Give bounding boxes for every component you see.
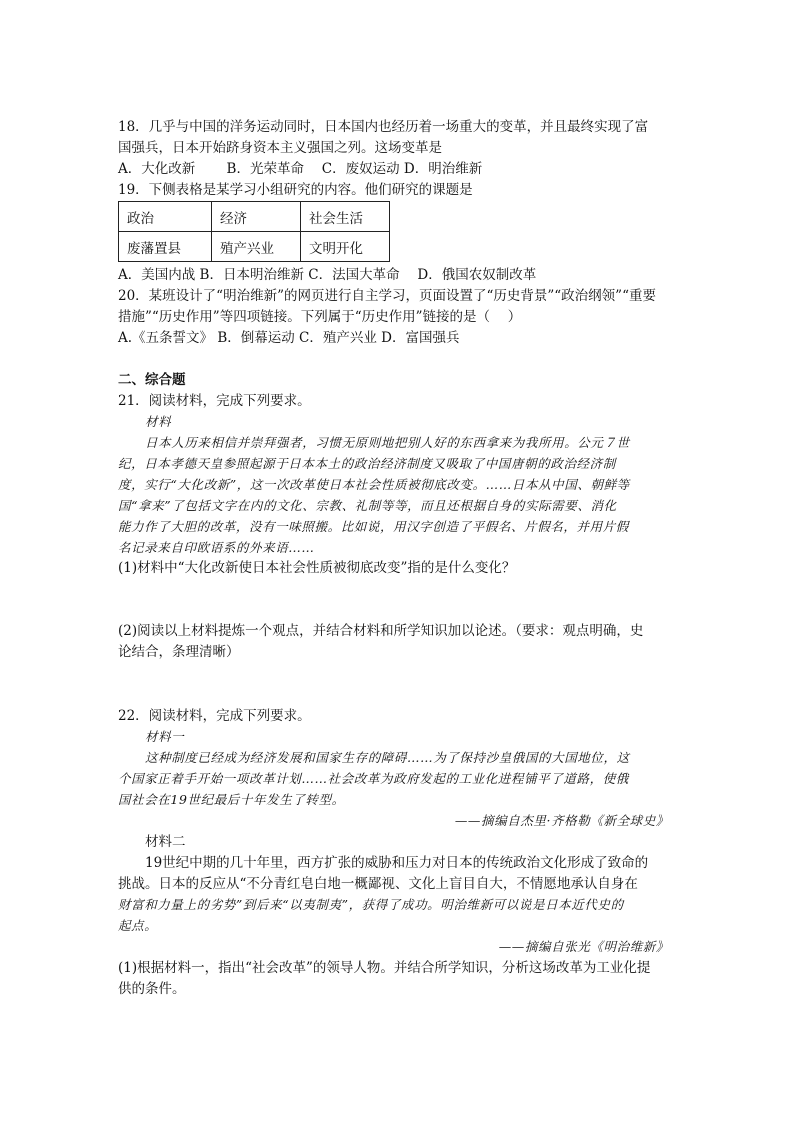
q22-stem: 22．阅读材料，完成下列要求。 bbox=[118, 708, 311, 724]
table-cell: 政治 bbox=[119, 202, 212, 232]
q22-material1-line: 国社会在19世纪最后十年发生了转型。 bbox=[118, 792, 345, 807]
q21-material-line: 度，实行“大化改新”，这一次改革使日本社会性质被彻底改变。……日本从中国、朝鲜等 bbox=[118, 477, 630, 492]
q22-material2-label: 材料二 bbox=[145, 834, 186, 850]
q20-stem-line1: 20．某班设计了“明治维新”的网页进行自主学习，页面设置了“历史背景”“政治纲领”“重要 bbox=[118, 288, 656, 304]
q19-options: A．美国内战 B．日本明治维新 C．法国大革命 D．俄国农奴制改革 bbox=[118, 267, 537, 283]
q21-material-line: 国“拿来”了包括文字在内的文化、宗教、礼制等等，而且还根据自身的实际需要、消化 bbox=[118, 498, 617, 513]
q21-sub2-line1: (2)阅读以上材料提炼一个观点，并结合材料和所学知识加以论述。（要求：观点明确，史 bbox=[118, 623, 644, 639]
q22-material1-source: ——摘编自杰里·齐格勒《新全球史》 bbox=[454, 813, 669, 828]
q19-stem: 19．下侧表格是某学习小组研究的内容。他们研究的课题是 bbox=[118, 182, 473, 198]
table-cell: 废藩置县 bbox=[119, 232, 212, 262]
q22-material2-line: 财富和力量上的劣势”到后来“以夷制夷”，获得了成功。明治维新可以说是日本近代史的 bbox=[118, 897, 624, 912]
section-heading: 二、综合题 bbox=[118, 372, 186, 388]
table-cell: 社会生活 bbox=[301, 202, 390, 232]
q22-material2-source: ——摘编自张光《明治维新》 bbox=[498, 939, 669, 954]
table-cell: 文明开化 bbox=[301, 232, 390, 262]
q22-material1-line: 个国家正着手开始一项改革计划……社会改革为政府发起的工业化进程铺平了道路，使俄 bbox=[118, 771, 629, 786]
q21-sub2-line2: 论结合，条理清晰） bbox=[118, 644, 240, 660]
q22-material1-label: 材料一 bbox=[145, 729, 185, 744]
q21-material-line: 能力作了大胆的改革，没有一味照搬。比如说，用汉字创造了平假名、片假名，并用片假 bbox=[118, 519, 629, 534]
table-row bbox=[119, 202, 390, 232]
q21-material-line: 日本人历来相信并崇拜强者，习惯无原则地把别人好的东西拿来为我所用。公元７世 bbox=[145, 435, 630, 450]
q20-options: A.《五条誓文》 B．倒幕运动 C．殖产兴业 D．富国强兵 bbox=[118, 330, 460, 346]
q22-material2-line: 19世纪中期的几十年里，西方扩张的威胁和压力对日本的传统政治文化形成了致命的 bbox=[145, 855, 649, 871]
q22-material1-line: 这种制度已经成为经济发展和国家生存的障碍……为了保持沙皇俄国的大国地位，这 bbox=[145, 750, 630, 765]
table-row bbox=[119, 232, 390, 262]
q22-material2-line: 挑战。日本的反应从“不分青红皂白地一概鄙视、文化上盲目自大，不情愿地承认自身在 bbox=[118, 876, 638, 892]
q22-sub1-line2: 供的条件。 bbox=[118, 981, 186, 997]
q21-material-line: 名记录来自印欧语系的外来语…… bbox=[118, 540, 315, 555]
q18-stem-line1: 18．几乎与中国的洋务运动同时，日本国内也经历着一场重大的变革，并且最终实现了富 bbox=[118, 119, 649, 135]
q18-options: A．大化改新 B．光荣革命 C．废奴运动 D．明治维新 bbox=[118, 161, 483, 177]
q22-sub1-line1: (1)根据材料一，指出“社会改革”的领导人物。并结合所学知识，分析这场改革为工业化提 bbox=[118, 960, 651, 976]
table-cell: 殖产兴业 bbox=[212, 232, 301, 262]
q22-material2-line: 起点。 bbox=[118, 918, 158, 933]
table-cell: 经济 bbox=[212, 202, 301, 232]
q21-stem: 21．阅读材料，完成下列要求。 bbox=[118, 393, 311, 409]
q20-stem-line2: 措施”“历史作用”等四项链接。下列属于“历史作用”链接的是（ ） bbox=[118, 309, 522, 325]
q21-sub1: (1)材料中“大化改新使日本社会性质被彻底改变”指的是什么变化？ bbox=[118, 560, 516, 576]
q21-material-line: 纪，日本孝德天皇参照起源于日本本土的政治经济制度又吸取了中国唐朝的政治经济制 bbox=[118, 456, 616, 471]
q21-material-label: 材料 bbox=[145, 414, 172, 429]
q19-table bbox=[118, 201, 390, 262]
q18-stem-line2: 国强兵，日本开始跻身资本主义强国之列。这场变革是 bbox=[118, 140, 442, 156]
